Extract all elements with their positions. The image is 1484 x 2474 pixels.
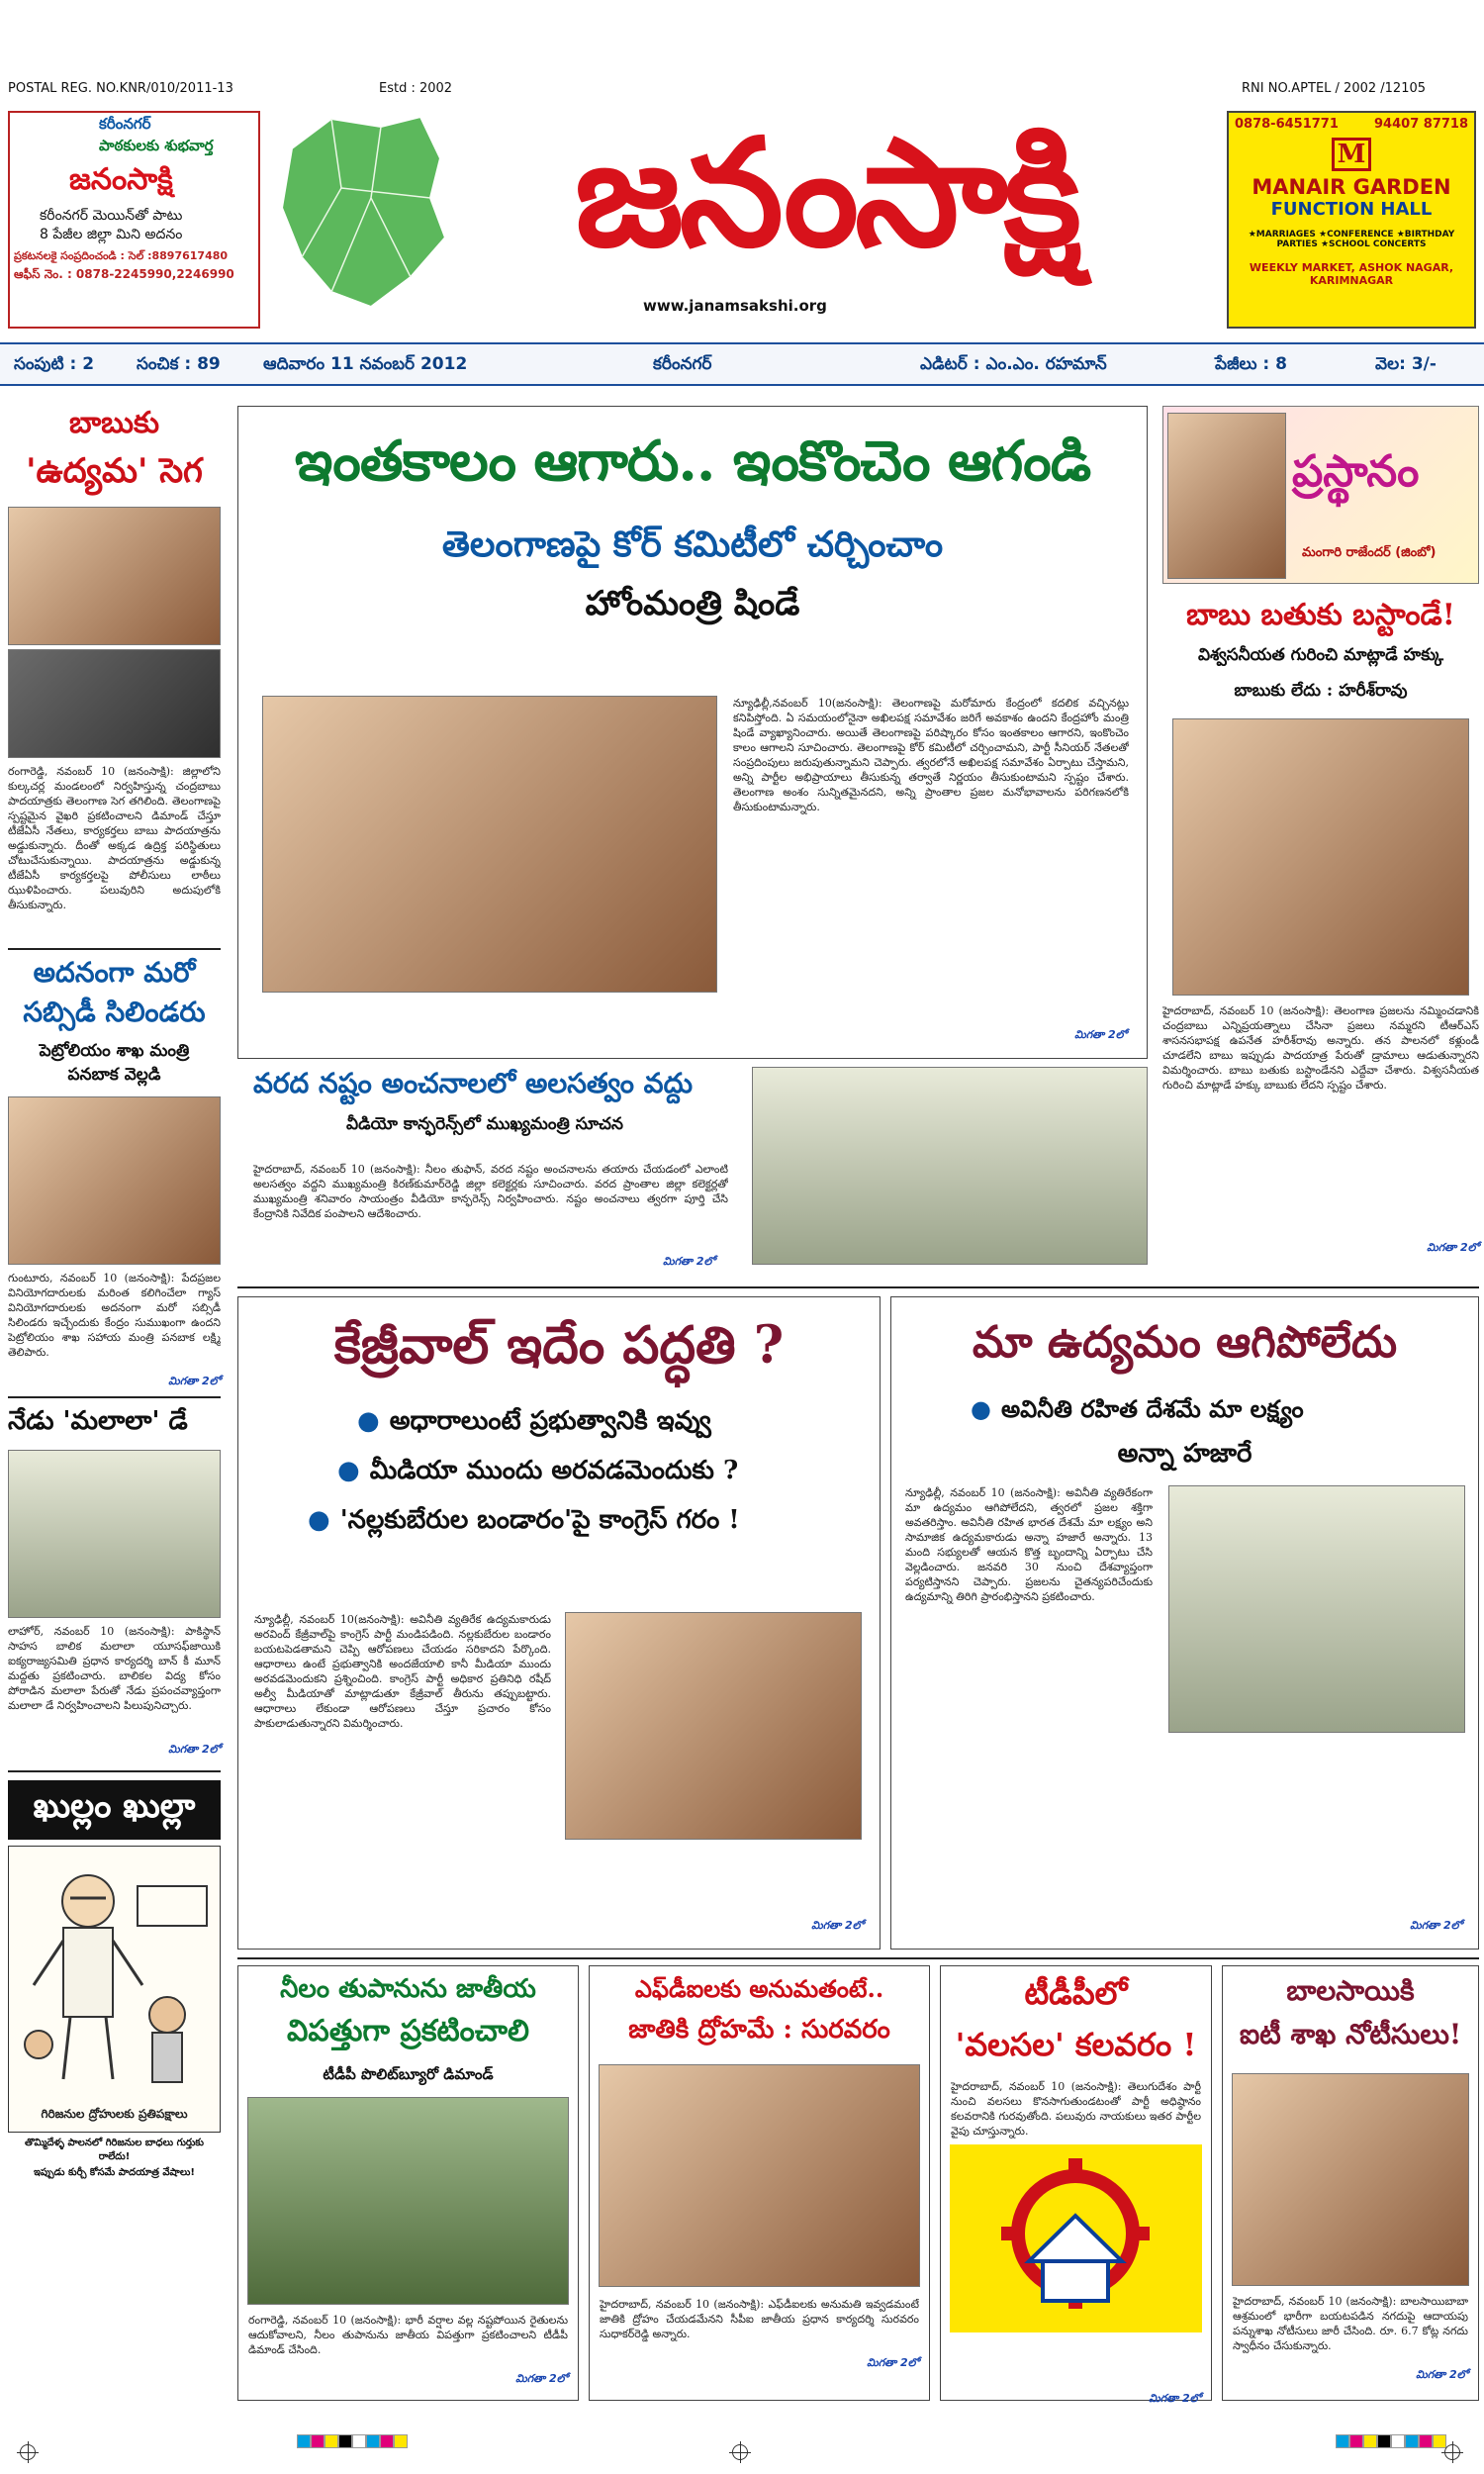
harish-more[interactable]: మిగతా 2లో xyxy=(1427,1241,1479,1254)
color-swatch xyxy=(352,2434,366,2448)
kejriwal-bullet-1: ● అధారాలుంటే ప్రభుత్వానికి ఇవ్వు xyxy=(357,1406,711,1436)
color-bar-left xyxy=(297,2434,408,2448)
malala-photo xyxy=(8,1450,221,1618)
flood-story xyxy=(237,1067,1148,1275)
author-photo xyxy=(1167,413,1286,579)
story-cylinder-title-1: అదనంగా మరో xyxy=(33,956,196,989)
story-malala-title: నేడు 'మలాలా' డే xyxy=(8,1406,188,1436)
issue: సంచిక : 89 xyxy=(137,354,221,374)
right-ad-name: MANAIR GARDEN xyxy=(1252,175,1451,199)
anna-bullet-text: అవినీతి రహిత దేశమే మా లక్ష్యం xyxy=(1000,1394,1304,1423)
color-swatch xyxy=(297,2434,311,2448)
city: కరీంనగర్ xyxy=(653,354,712,374)
website-url[interactable]: www.janamsakshi.org xyxy=(643,297,827,315)
flood-more[interactable]: మిగతా 2లో xyxy=(663,1255,715,1268)
video-conference-photo xyxy=(752,1067,1148,1265)
lead-story xyxy=(237,406,1148,1059)
color-swatch xyxy=(1391,2434,1405,2448)
fdi-story xyxy=(589,1965,930,2401)
right-ad-sub: FUNCTION HALL xyxy=(1270,199,1433,220)
story-cylinder-sub-1: పెట్రోలియం శాఖ మంత్రి xyxy=(39,1041,190,1061)
lead-sub-1: తెలంగాణపై కోర్ కమిటీలో చర్చించాం xyxy=(441,523,944,565)
story-cylinder-sub-2: పనబాక వెల్లడి xyxy=(67,1065,161,1085)
story-babu-body: రంగారెడ్డి, నవంబర్ 10 (జనంసాక్షి): జిల్లాలోని కుల్కచర్ల మండలంలో నిర్వహిస్తున్న చంద్రబాబు పాదయాత్రకు తెలంగాణ సెగ తగిలింది. తెలంగాణపై స్పష్టమైన వైఖరి ప్రకటించాలని డిమాండ్ చేస్తూ టీజేఏసీ నేతలు, కార్యకర్తలు బాబు పాదయాత్రను అడ్డుకున్నారు. దీంతో అక్కడ ఉద్రిక్త పరిస్థితులు చోటుచేసుకున్నాయి. పాదయాత్రను అడ్డుకున్న టీజేఏసీ కార్యకర్తలపై పోలీసులు లాఠీలు ఝుళిపించారు. పలువురిని అదుపులోకి తీసుకున్నారు. xyxy=(8,765,221,911)
fdi-more[interactable]: మిగతా 2లో xyxy=(867,2356,919,2369)
fdi-headline-2[interactable]: జాతికి ద్రోహమే : సురవరం xyxy=(628,2015,890,2045)
color-swatch xyxy=(1419,2434,1433,2448)
registration-mark-icon xyxy=(732,2444,748,2460)
balasai-story xyxy=(1222,1965,1479,2401)
tdp-story xyxy=(940,1965,1212,2405)
estd: Estd : 2002 xyxy=(379,81,453,96)
anna-headline[interactable]: మా ఉద్యమం ఆగిపోలేదు xyxy=(972,1317,1398,1368)
neelam-headline-2[interactable]: విపత్తుగా ప్రకటించాలి xyxy=(287,2014,529,2048)
story-malala-more[interactable]: మిగతా 2లో xyxy=(168,1743,221,1756)
shinde-photo xyxy=(262,696,717,993)
left-column xyxy=(8,406,221,2415)
right-header-ad[interactable] xyxy=(1227,111,1476,329)
editor: ఎడిటర్ : ఎం.ఎం. రహమాన్ xyxy=(920,354,1107,374)
kejriwal-more[interactable]: మిగతా 2లో xyxy=(811,1919,864,1932)
color-swatch xyxy=(338,2434,352,2448)
issue-date: ఆదివారం 11 నవంబర్ 2012 xyxy=(263,354,468,374)
color-swatch xyxy=(380,2434,394,2448)
bottom-divider xyxy=(237,1957,1479,1959)
story-babu-title-2: 'ఉద్యమ' సెగ xyxy=(26,451,203,491)
anna-bullet: ● అవినీతి రహిత దేశమే మా లక్ష్యం xyxy=(971,1394,1304,1423)
color-swatch xyxy=(325,2434,338,2448)
left-ad-contact2: ఆఫీస్ నెం. : 0878-2245990,2246990 xyxy=(14,267,234,281)
tdp-logo-icon xyxy=(950,2144,1202,2332)
right-ad-phone2: 94407 87718 xyxy=(1374,117,1468,132)
cartoon-illustration xyxy=(8,1846,221,2133)
suravaram-photo xyxy=(599,2064,920,2287)
harish-photo xyxy=(1172,718,1469,996)
lead-body: న్యూఢిల్లీ,నవంబర్ 10(జనంసాక్షి): తెలంగాణపై మరోమారు కేంద్రంలో కదలిక వచ్చినట్లు కనిపిస్తోంది. ఏ సమయంలోనైనా అఖిలపక్ష సమావేశం జరిగే అవకాశం ఉందని కేంద్రహోం మంత్రి షిండే వ్యాఖ్యానించారు. అయితే తెలంగాణపై పరిష్కారం కోసం ఇంతకాలం ఆగారని, ఇంకొంచెం కాలం ఆగాలని సూచించారు. తెలంగాణపై కోర్ కమిటీలో చర్చించామని, పార్టీ సీనియర్ నేతలతో సంప్రదింపులు జరుపుతున్నామని చెప్పారు. త్వరలోనే అఖిలపక్ష సమావేశం ఏర్పాటు చేస్తామని, అన్ని పార్టీల అభిప్రాయాలు తీసుకున్న తర్వాతే నిర్ణయం తీసుకుంటామని స్పష్టం చేశారు. తెలంగాణ అంశం సున్నితమైనదని, అన్ని ప్రాంతాల ప్రజల మనోభావాలను పరిగణనలోకి తీసుకుంటామన్నారు. xyxy=(733,697,1129,813)
registration-mark-icon xyxy=(1444,2444,1460,2460)
rni-number: RNI NO.APTEL / 2002 /12105 xyxy=(1242,81,1427,96)
balasai-more[interactable]: మిగతా 2లో xyxy=(1416,2368,1468,2381)
harish-sub-1: విశ్వసనీయత గురించి మాట్లాడే హక్కు xyxy=(1197,645,1444,665)
section-divider xyxy=(237,1286,1479,1288)
story-malala-body: లాహోర్, నవంబర్ 10 (జనంసాక్షి): పాకిస్థాన్ సాహస బాలిక మలాలా యూసఫ్‌జాయికి ఐక్యరాజ్యసమితి ప్రధాన కార్యదర్శి బాన్ కీ మూన్ మద్దతు ప్రకటించారు. బాలికల విద్య కోసం పోరాడిన మలాలా పేరుతో నేడు ప్రపంచవ్యాప్తంగా మలాలా డే నిర్వహించాలని పిలుపునిచ్చారు. xyxy=(8,1625,221,1712)
balasai-headline-2[interactable]: ఐటీ శాఖ నోటీసులు! xyxy=(1239,2018,1462,2050)
color-swatch xyxy=(1349,2434,1363,2448)
kejriwal-bullet-3: ● 'నల్లకుబేరుల బండారం'పై కాంగ్రెస్ గరం ! xyxy=(308,1505,740,1535)
tdp-headline-2[interactable]: 'వలసల' కలవరం ! xyxy=(955,2026,1197,2063)
cartoon-drawing-icon xyxy=(9,1847,221,2133)
color-swatch xyxy=(1433,2434,1446,2448)
cartoon-caption: గిరిజనుల ద్రోహులకు ప్రతిపక్షాలు xyxy=(41,2107,188,2121)
flood-sub: వీడియో కాన్ఫరెన్స్‌లో ముఖ్యమంత్రి సూచన xyxy=(346,1114,623,1134)
tdp-headline-1[interactable]: టీడీపీలో xyxy=(1024,1974,1128,2012)
minister-photo xyxy=(8,1096,221,1265)
neelam-more[interactable]: మిగతా 2లో xyxy=(515,2372,568,2385)
neelam-story xyxy=(237,1965,579,2401)
right-ad-phone1: 0878-6451771 xyxy=(1235,117,1339,132)
telangana-map-icon xyxy=(272,109,450,317)
manair-m-logo-icon: M xyxy=(1332,138,1371,171)
neelam-body: రంగారెడ్డి, నవంబర్ 10 (జనంసాక్షి): భారీ వర్షాల వల్ల నష్టపోయిన రైతులను ఆదుకోవాలని, నీలం తుపానును జాతీయ విపత్తుగా ప్రకటించాలని టీడీపీ డిమాండ్ చేసింది. xyxy=(248,2314,568,2356)
flood-headline[interactable]: వరద నష్టం అంచనాలలో అలసత్వం వద్దు xyxy=(253,1067,694,1099)
prasthanam-caption: మంగారి రాజేందర్ (జింబో) xyxy=(1302,545,1437,560)
flooded-field-photo xyxy=(247,2097,569,2305)
right-column xyxy=(1162,406,1479,1277)
story-cylinder-more[interactable]: మిగతా 2లో xyxy=(168,1375,221,1387)
left-ad-line2: పాఠకులకు శుభవార్త xyxy=(99,137,214,154)
page-count: పేజీలు : 8 xyxy=(1215,354,1287,374)
neelam-sub: టీడీపీ పొలిట్‌బ్యూరో డిమాండ్ xyxy=(323,2065,494,2083)
right-ad-footer: WEEKLY MARKET, ASHOK NAGAR, KARIMNAGAR xyxy=(1249,261,1454,287)
kejriwal-bullet-3-text: 'నల్లకుబేరుల బండారం'పై కాంగ్రెస్ గరం ! xyxy=(339,1505,740,1535)
anna-story xyxy=(890,1296,1479,1950)
harish-sub-2: బాబుకు లేదు : హరీశ్‌రావు xyxy=(1234,681,1408,701)
kejriwal-bullet-2: ● మీడియా ముందు అరవడమెందుకు ? xyxy=(337,1456,739,1485)
color-bar-right xyxy=(1336,2434,1446,2448)
color-swatch xyxy=(366,2434,380,2448)
story-babu-title-1: బాబుకు xyxy=(68,406,160,440)
kejriwal-body: న్యూఢిల్లీ, నవంబర్ 10(జనంసాక్షి): అవినీతి వ్యతిరేక ఉద్యమకారుడు అరవింద్ కేజ్రీవాల్‌పై కాంగ్రెస్ పార్టీ మండిపడింది. నల్లకుబేరుల బండారం బయటపెడతామని చెప్పి ఆరోపణలు చేయడం సరికాదని పేర్కొంది. ఆధారాలు ఉంటే ప్రభుత్వానికి అందజేయాలి కానీ మీడియా ముందు అరవడమెందుకని ప్రశ్నించింది. కాంగ్రెస్ పార్టీ అధికార ప్రతినిధి రషీద్ అల్వీ మీడియాతో మాట్లాడుతూ కేజ్రీవాల్ తీరును తప్పుబట్టారు. ఆధారాలు లేకుండా ఆరోపణలు చేస్తూ ప్రచారం కోసం పాకులాడుతున్నారని విమర్శించారు. xyxy=(254,1613,551,1730)
color-swatch xyxy=(1363,2434,1377,2448)
anna-sub: అన్నా హజారే xyxy=(1117,1439,1252,1469)
fdi-body: హైదరాబాద్, నవంబర్ 10 (జనంసాక్షి): ఎఫ్‌డీఐలకు అనుమతి ఇవ్వడమంటే జాతికి ద్రోహం చేయడమేనని సీపీఐ జాతీయ ప్రధాన కార్యదర్శి సురవరం సుధాకర్‌రెడ్డి అన్నారు. xyxy=(600,2298,919,2340)
kejriwal-bullet-2-text: మీడియా ముందు అరవడమెందుకు ? xyxy=(369,1456,739,1485)
left-ad-line4: 8 పేజీల జిల్లా మిని అదనం xyxy=(40,227,183,242)
left-ad-line3: కరీంనగర్ మెయిన్‌తో పాటు xyxy=(40,208,183,224)
color-swatch xyxy=(1336,2434,1349,2448)
fdi-headline-1[interactable]: ఎఫ్‌డీఐలకు అనుమతంటే.. xyxy=(634,1974,884,2003)
anna-more[interactable]: మిగతా 2లో xyxy=(1410,1919,1462,1932)
tdp-more[interactable]: మిగతా 2లో xyxy=(1149,2392,1201,2405)
postal-reg: POSTAL REG. NO.KNR/010/2011-13 xyxy=(8,81,233,96)
color-swatch xyxy=(1405,2434,1419,2448)
price: వెల: 3/- xyxy=(1375,354,1437,374)
left-header-ad[interactable] xyxy=(8,111,260,329)
prasthanam-title: ప్రస్థానం xyxy=(1292,446,1420,497)
neelam-headline-1[interactable]: నీలం తుపానును జాతీయ xyxy=(280,1974,536,2004)
kejriwal-story xyxy=(237,1296,881,1950)
right-ad-services: ★MARRIAGES ★CONFERENCE ★BIRTHDAY PARTIES ★SCHOOL CONCERTS xyxy=(1248,230,1455,249)
balasai-headline-1[interactable]: బాలసాయికి xyxy=(1286,1974,1415,2007)
left-ad-brand: జనంసాక్షి xyxy=(69,162,173,197)
cartoon-title: ఖుల్లం ఖుల్లా xyxy=(8,1780,221,1840)
congress-spokesperson-photo xyxy=(565,1612,862,1840)
left-ad-contact1: ప్రకటనలకై సంప్రదించండి : సెల్ :8897617480 xyxy=(14,249,229,262)
registration-mark-icon xyxy=(20,2444,36,2460)
anna-body: న్యూఢిల్లీ, నవంబర్ 10 (జనంసాక్షి): అవినీతి వ్యతిరేకంగా మా ఉద్యమం ఆగిపోలేదని, త్వరలో ప్రజల శక్తిగా అవతరిస్తాం. అవినీతి రహిత భారత దేశమే మా లక్ష్యం అని సామాజిక ఉద్యమకారుడు అన్నా హజారే అన్నారు. 13 మంది సభ్యులతో ఆయన కొత్త బృందాన్ని ఏర్పాటు చేసి వెల్లడించారు. జనవరి 30 నుంచి దేశవ్యాప్తంగా పర్యటిస్తానని చెప్పారు. ప్రజలను చైతన్యపరిచేందుకు ఉద్యమాన్ని తిరిగి ప్రారంభిస్తానని ప్రకటించారు. xyxy=(905,1486,1153,1603)
balasai-photo xyxy=(1232,2073,1469,2286)
anna-photo xyxy=(1168,1485,1465,1733)
cartoon-footnote-1: తొమ్మిదేళ్ళ పాలనలో గిరిజనుల బాధలు గుర్తుకు రాలేదు! xyxy=(25,2138,204,2162)
info-bar xyxy=(0,342,1484,386)
color-swatch xyxy=(1377,2434,1391,2448)
protest-photo-2 xyxy=(8,649,221,758)
kejriwal-headline[interactable]: కేజ్రీవాల్ ఇదేం పద్ధతి ? xyxy=(333,1315,785,1376)
tdp-body-top: హైదరాబాద్, నవంబర్ 10 (జనంసాక్షి): తెలుగుదేశం పార్టీ నుంచి వలసలు కొనసాగుతుండటంతో పార్టీ అధిష్ఠానం కలవరానికి గురవుతోంది. పలువురు నాయకులు ఇతర పార్టీల వైపు చూస్తున్నారు. xyxy=(951,2080,1201,2138)
color-swatch xyxy=(394,2434,408,2448)
lead-headline[interactable]: ఇంతకాలం ఆగారు.. ఇంకొంచెం ఆగండి xyxy=(294,428,1091,494)
masthead-title: జనంసాక్షి xyxy=(575,106,1077,280)
lead-more[interactable]: మిగతా 2లో xyxy=(1074,1028,1127,1041)
harish-headline[interactable]: బాబు బతుకు బస్టాండే! xyxy=(1186,598,1455,632)
left-ad-line1: కరీంనగర్ xyxy=(99,115,151,133)
flood-body: హైదరాబాద్, నవంబర్ 10 (జనంసాక్షి): నీలం తుఫాన్, వరద నష్టం అంచనాలను తయారు చేయడంలో ఎలాంటి అలసత్వం వద్దని ముఖ్యమంత్రి కిరణ్‌కుమార్‌రెడ్డి జిల్లా కలెక్టర్లకు సూచించారు. వరద ప్రాంతాల జిల్లా కలెక్టర్లతో ముఖ్యమంత్రి శనివారం సాయంత్రం వీడియో కాన్ఫరెన్స్ నిర్వహించారు. నష్టం అంచనాలు త్వరగా పూర్తి చేసి కేంద్రానికి నివేదిక పంపాలని ఆదేశించారు. xyxy=(253,1163,728,1220)
kejriwal-bullet-1-text: అధారాలుంటే ప్రభుత్వానికి ఇవ్వు xyxy=(389,1406,711,1436)
cartoon-footnote-2: ఇప్పుడు కుర్చీ కోసమే పాదయాత్ర వేషాలు! xyxy=(34,2167,195,2178)
harish-body: హైదరాబాద్, నవంబర్ 10 (జనంసాక్షి): తెలంగాణ ప్రజలను నమ్మించడానికి చంద్రబాబు ఎన్నిప్రయత్నాలు చేసినా ప్రజలు నమ్మరని టీఆర్ఎస్ శాసనసభాపక్ష ఉపనేత హరీశ్‌రావు అన్నారు. తన పాలనలో కళ్లుండీ చూడలేని బాబు ఇప్పుడు పాదయాత్ర పేరుతో డ్రామాలు ఆడుతున్నారని విమర్శించారు. బాబు బతుకు బస్టాండేనని ఎద్దేవా చేశారు. విశ్వసనీయత గురించి మాట్లాడే హక్కు బాబుకు లేదని స్పష్టం చేశారు. xyxy=(1162,1004,1479,1092)
story-cylinder-title-2: సబ్సిడీ సిలిండరు xyxy=(23,996,206,1028)
lead-sub-2: హోంమంత్రి షిండే xyxy=(585,584,800,623)
volume: సంపుటి : 2 xyxy=(14,354,95,374)
balasai-body: హైదరాబాద్, నవంబర్ 10 (జనంసాక్షి): బాలసాయిబాబా ఆశ్రమంలో భారీగా బయటపడిన నగదుపై ఆదాయపు పన్నుశాఖ నోటీసులు జారీ చేసింది. రూ. 6.7 కోట్ల నగదు స్వాధీనం చేసుకున్నారు. xyxy=(1233,2295,1468,2352)
protest-photo-1 xyxy=(8,507,221,645)
prasthanam-ad[interactable] xyxy=(1162,406,1479,584)
story-cylinder-body: గుంటూరు, నవంబర్ 10 (జనంసాక్షి): పేదప్రజల వినియోగదారులకు మరింత కలిగించేలా గ్యాస్ వినియోగదారులకు అదనంగా మరో సబ్సిడీ సిలిండరు ఇచ్చేందుకు కేంద్రం సుముఖంగా ఉందని పెట్రోలియం శాఖ సహాయ మంత్రి పనబాక లక్ష్మి తెలిపారు. xyxy=(8,1272,221,1359)
color-swatch xyxy=(311,2434,325,2448)
